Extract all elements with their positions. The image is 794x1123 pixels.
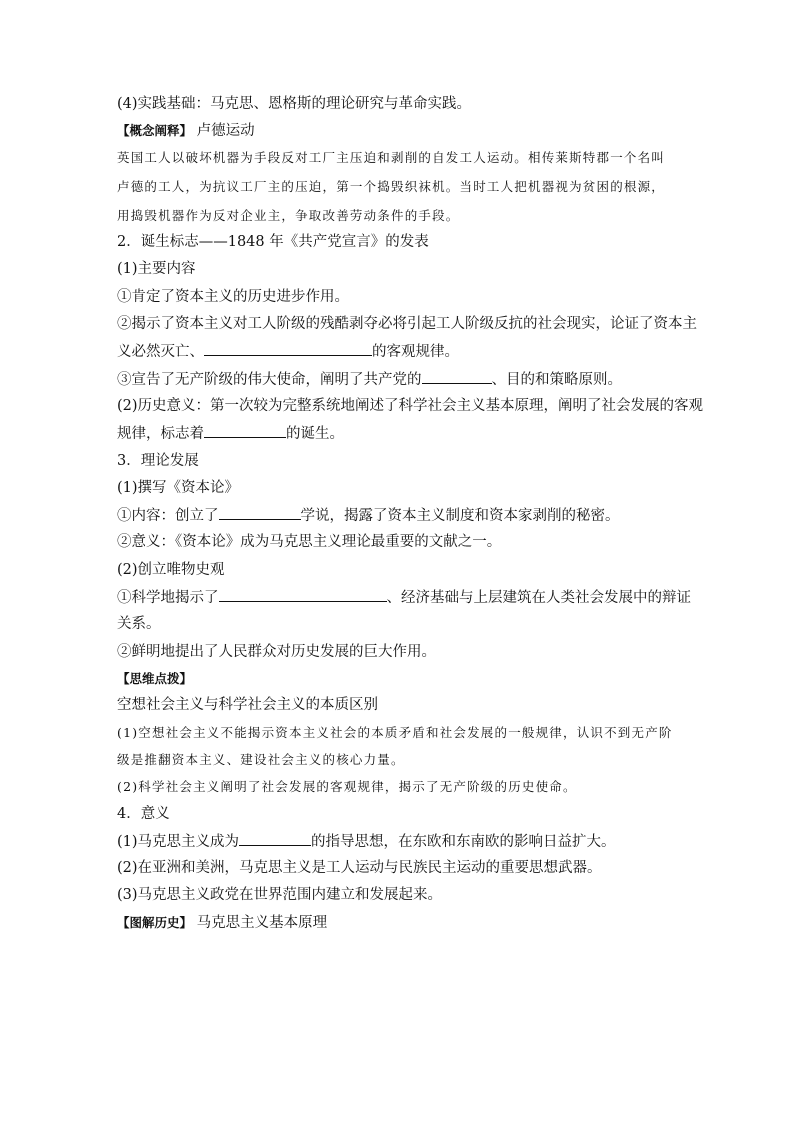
meaning-item-2: (2)在亚洲和美洲，马克思主义是工人运动与民族民主运动的重要思想武器。 — [117, 860, 602, 876]
diagram-tag: 【图解历史】 — [117, 915, 193, 930]
historical-significance-b-post: 的诞生。 — [286, 426, 344, 442]
thinking-tag — [117, 669, 192, 689]
fill-blank-2[interactable] — [422, 369, 492, 384]
subsection-capital: (1)撰写《资本论》 — [117, 480, 240, 496]
historical-significance-b-pre: 规律，标志着 — [117, 426, 204, 442]
content-item-3-pre: ③宣告了无产阶级的伟大使命，阐明了共产党的 — [117, 372, 422, 388]
section-heading-3: 3．理论发展 — [117, 453, 199, 469]
practice-basis-line: (4)实践基础：马克思、恩格斯的理论研究与革命实践。 — [117, 96, 472, 112]
capital-content-post: 学说，揭露了资本主义制度和资本家剥削的秘密。 — [300, 508, 620, 524]
thinking-text-3: (2)科学社会主义阐明了社会发展的客观规律，揭示了无产阶级的历史使命。 — [117, 779, 577, 794]
thinking-title: 空想社会主义与科学社会主义的本质区别 — [117, 697, 378, 713]
historical-significance-b — [117, 423, 344, 444]
meaning-item-1 — [117, 831, 616, 852]
concept-text-1: 英国工人以破坏机器为手段反对工厂主压迫和剥削的自发工人运动。相传莱斯特郡一个名叫 — [117, 150, 666, 165]
content-item-2b — [117, 341, 459, 362]
materialism-item-1 — [117, 587, 691, 608]
content-item-2b-pre: 义必然灭亡、 — [117, 344, 204, 360]
meaning-item-3: (3)马克思主义政党在世界范围内建立和发展起来。 — [117, 887, 443, 903]
fill-blank-3[interactable] — [204, 423, 286, 438]
fill-blank-5[interactable] — [219, 587, 387, 602]
fill-blank-4[interactable] — [219, 505, 301, 520]
content-item-1: ①肯定了资本主义的历史进步作用。 — [117, 289, 349, 305]
capital-content — [117, 505, 620, 526]
thinking-text-2: 级是推翻资本主义、建设社会主义的核心力量。 — [117, 752, 405, 767]
content-item-2a: ②揭示了资本主义对工人阶级的残酷剥夺必将引起工人阶级反抗的社会现实，论证了资本主 — [117, 316, 697, 332]
concept-header — [117, 121, 255, 141]
concept-text-3: 用捣毁机器作为反对企业主，争取改善劳动条件的手段。 — [117, 208, 460, 223]
diagram-title: 马克思主义基本原理 — [196, 915, 328, 931]
diagram-header — [117, 913, 327, 933]
concept-title: 卢德运动 — [196, 123, 255, 139]
thinking-tag-label: 【思维点拨】 — [117, 671, 193, 686]
subsection-historical-materialism: (2)创立唯物史观 — [117, 562, 225, 578]
content-item-3 — [117, 369, 622, 390]
thinking-text-1: (1)空想社会主义不能揭示资本主义社会的本质矛盾和社会发展的一般规律，认识不到无产阶 — [117, 725, 673, 740]
historical-significance-a: (2)历史意义：第一次较为完整系统地阐述了科学社会主义基本原理，阐明了社会发展的客观 — [117, 398, 704, 414]
fill-blank-1[interactable] — [204, 341, 372, 356]
meaning-item-1-pre: (1)马克思主义成为 — [117, 834, 240, 850]
content-item-3-post: 、目的和策略原则。 — [491, 372, 622, 388]
subsection-main-content: (1)主要内容 — [117, 261, 196, 277]
materialism-item-1-post: 、经济基础与上层建筑在人类社会发展中的辩证 — [386, 590, 691, 606]
fill-blank-6[interactable] — [239, 831, 311, 846]
section-heading-4: 4．意义 — [117, 806, 170, 822]
capital-significance: ②意义：《资本论》成为马克思主义理论最重要的文献之一。 — [117, 534, 502, 550]
materialism-item-1-cont: 关系。 — [117, 616, 161, 632]
concept-text-2: 卢德的工人，为抗议工厂主的压迫，第一个捣毁织袜机。当时工人把机器视为贫困的根源， — [117, 179, 666, 194]
materialism-item-1-pre: ①科学地揭示了 — [117, 590, 219, 606]
materialism-item-2: ②鲜明地提出了人民群众对历史发展的巨大作用。 — [117, 644, 436, 660]
content-item-2b-post: 的客观规律。 — [372, 344, 459, 360]
concept-tag: 【概念阐释】 — [117, 123, 193, 138]
section-heading-2: 2．诞生标志——1848 年《共产党宣言》的发表 — [117, 234, 429, 250]
capital-content-pre: ①内容：创立了 — [117, 508, 219, 524]
meaning-item-1-post: 的指导思想，在东欧和东南欧的影响日益扩大。 — [311, 834, 616, 850]
